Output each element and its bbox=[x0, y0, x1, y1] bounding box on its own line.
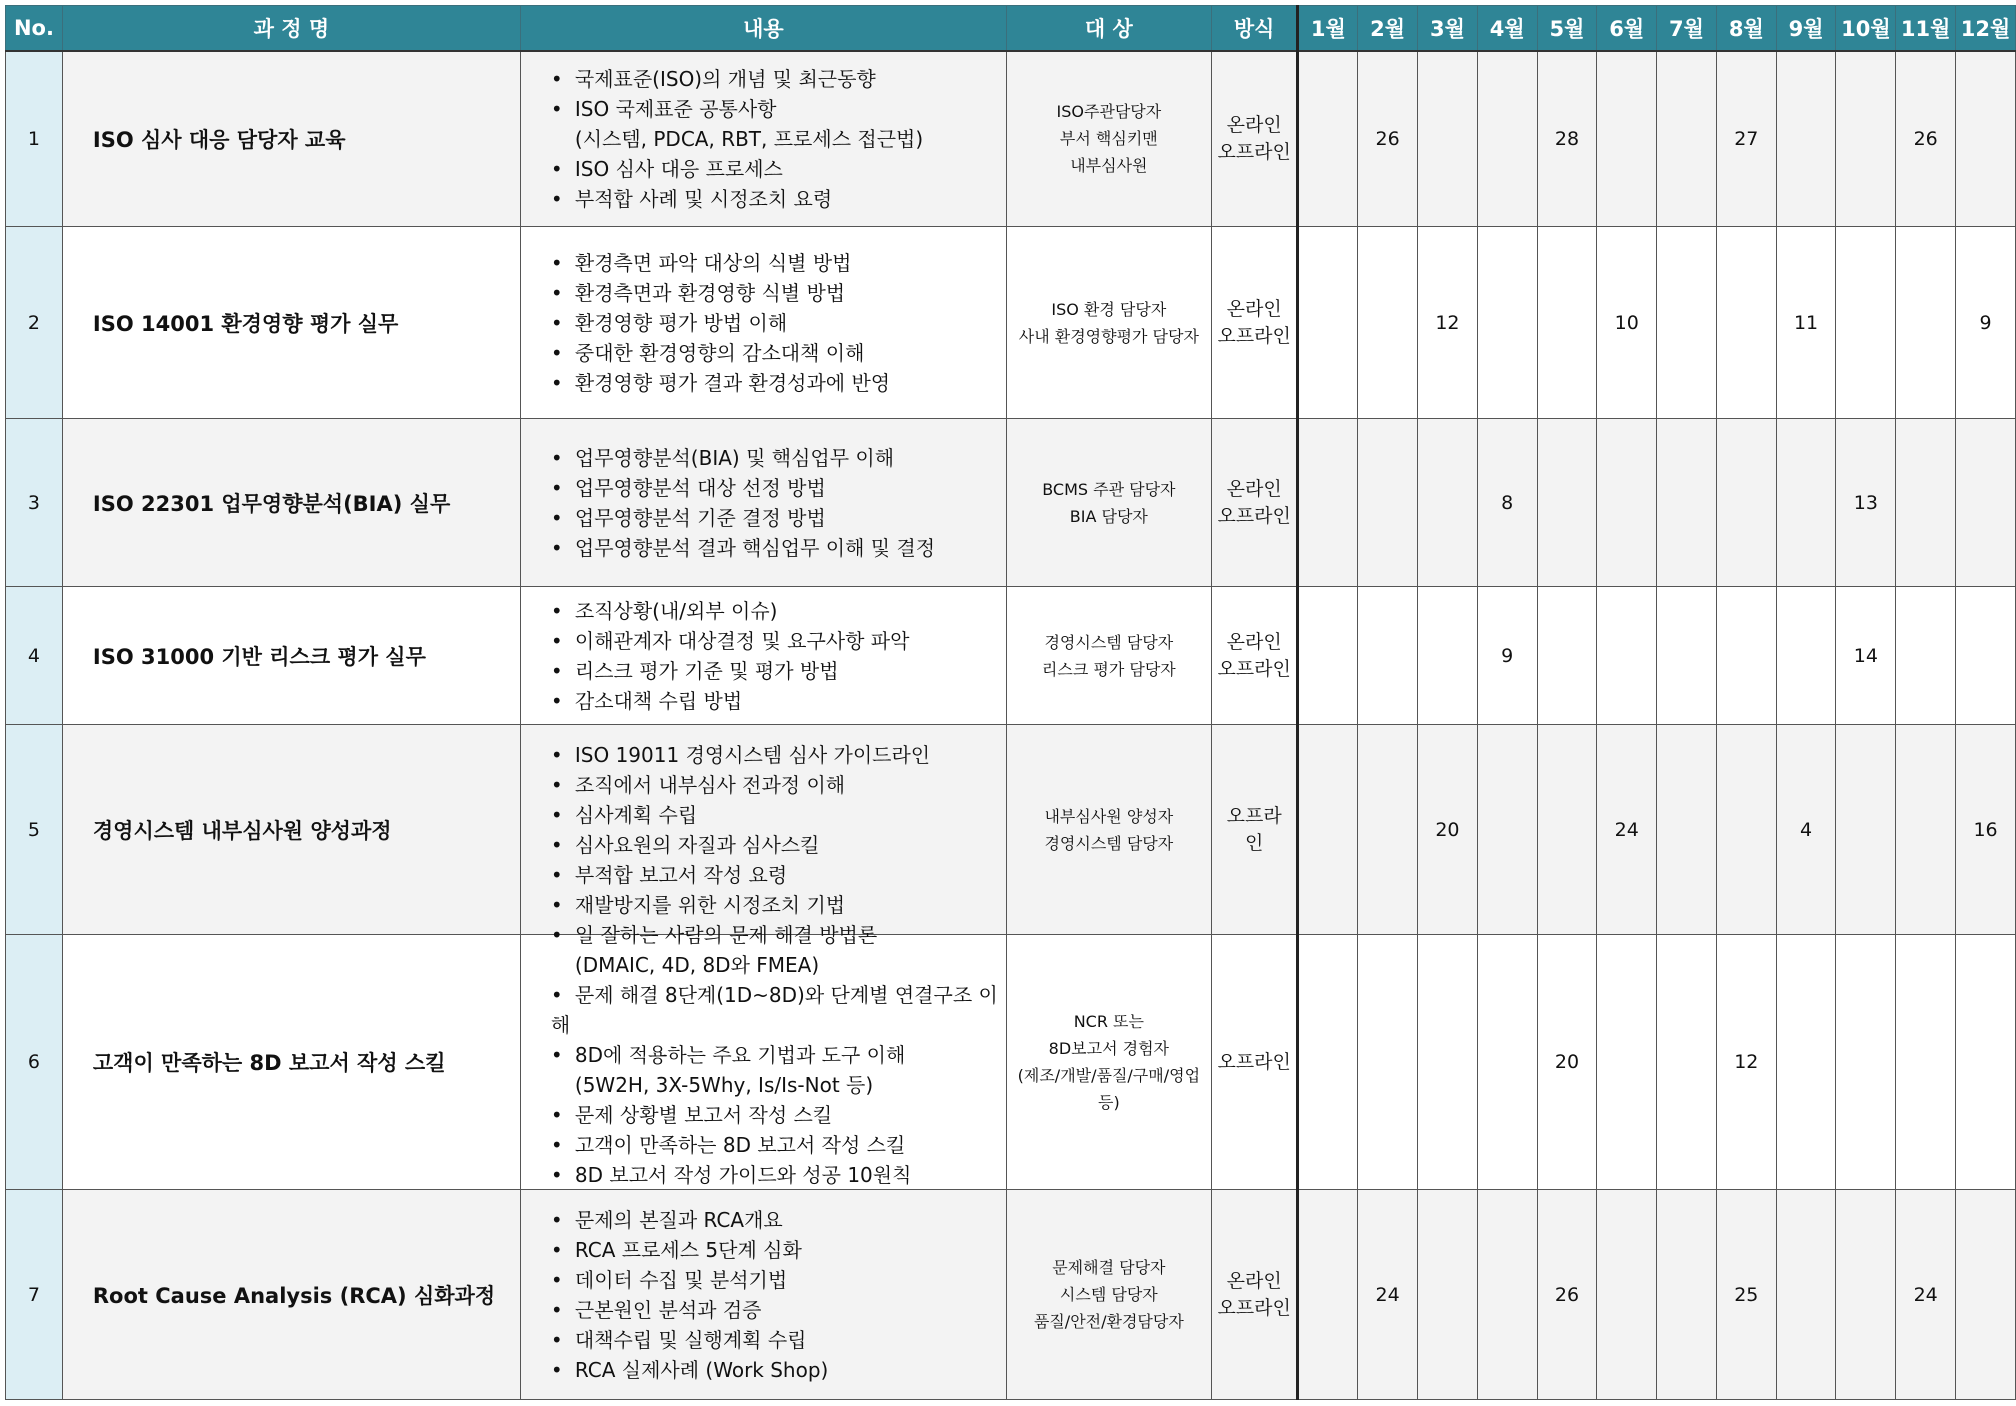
month-cell bbox=[1477, 51, 1537, 227]
content-item: • 업무영향분석 대상 선정 방법 bbox=[550, 475, 826, 500]
content-item: • 재발방지를 위한 시정조치 기법 bbox=[550, 892, 846, 917]
month-cell bbox=[1358, 227, 1418, 419]
row-number: 4 bbox=[6, 587, 63, 725]
month-cell: 24 bbox=[1597, 725, 1657, 935]
month-cell bbox=[1358, 935, 1418, 1190]
month-cell: 9 bbox=[1956, 227, 2016, 419]
month-cell bbox=[1896, 227, 1956, 419]
month-cell bbox=[1597, 587, 1657, 725]
course-name: Root Cause Analysis (RCA) 심화과정 bbox=[62, 1190, 520, 1400]
row-number: 2 bbox=[6, 227, 63, 419]
header-course: 과 정 명 bbox=[62, 6, 520, 51]
course-name: 경영시스템 내부심사원 양성과정 bbox=[62, 725, 520, 935]
month-cell bbox=[1477, 725, 1537, 935]
month-cell bbox=[1836, 935, 1896, 1190]
content-item: • 문제 상황별 보고서 작성 스킬 bbox=[550, 1103, 833, 1127]
content-item: • 조직에서 내부심사 전과정 이해 bbox=[550, 772, 846, 797]
target-audience: 문제해결 담당자 시스템 담당자 품질/안전/환경담당자 bbox=[1006, 1190, 1211, 1400]
month-cell bbox=[1956, 587, 2016, 725]
month-cell bbox=[1418, 587, 1478, 725]
table-row bbox=[6, 419, 2016, 587]
month-cell bbox=[1418, 935, 1478, 1190]
course-name: ISO 14001 환경영향 평가 실무 bbox=[62, 227, 520, 419]
header-row bbox=[6, 6, 2016, 51]
month-cell bbox=[1657, 1190, 1717, 1400]
month-cell bbox=[1537, 227, 1597, 419]
header-target: 대 상 bbox=[1006, 6, 1211, 51]
month-cell: 12 bbox=[1716, 935, 1776, 1190]
course-content bbox=[520, 587, 1006, 725]
month-cell: 24 bbox=[1358, 1190, 1418, 1400]
month-cell bbox=[1477, 227, 1537, 419]
content-item: • 감소대책 수립 방법 bbox=[550, 688, 743, 713]
content-item: • 대책수립 및 실행계획 수립 bbox=[550, 1327, 807, 1352]
header-month: 3월 bbox=[1418, 6, 1478, 51]
month-cell bbox=[1298, 227, 1358, 419]
content-item: • 환경영향 평가 결과 환경성과에 반영 bbox=[550, 370, 891, 395]
target-audience: NCR 또는 8D보고서 경험자 (제조/개발/품질/구매/영업 등) bbox=[1006, 935, 1211, 1190]
month-cell bbox=[1776, 935, 1836, 1190]
month-cell bbox=[1418, 1190, 1478, 1400]
content-item: • 일 잘하는 사람의 문제 해결 방법론 (DMAIC, 4D, 8D와 FMEA) bbox=[550, 923, 878, 977]
content-item: • 부적합 사례 및 시정조치 요령 bbox=[550, 186, 833, 211]
content-item: • ISO 국제표준 공통사항 (시스템, PDCA, RBT, 프로세스 접근법) bbox=[550, 96, 924, 151]
month-cell bbox=[1477, 1190, 1537, 1400]
month-cell bbox=[1776, 419, 1836, 587]
table-row bbox=[6, 1190, 2016, 1400]
content-item: • ISO 19011 경영시스템 심사 가이드라인 bbox=[550, 742, 931, 767]
month-cell bbox=[1418, 419, 1478, 587]
row-number: 7 bbox=[6, 1190, 63, 1400]
delivery-method: 온라인 오프라인 bbox=[1211, 1190, 1298, 1400]
month-cell bbox=[1776, 1190, 1836, 1400]
month-cell bbox=[1298, 1190, 1358, 1400]
row-number: 5 bbox=[6, 725, 63, 935]
month-cell: 20 bbox=[1537, 935, 1597, 1190]
table-row bbox=[6, 587, 2016, 725]
course-name: ISO 22301 업무영향분석(BIA) 실무 bbox=[62, 419, 520, 587]
content-item: • 리스크 평가 기준 및 평가 방법 bbox=[550, 658, 839, 683]
month-cell: 26 bbox=[1896, 51, 1956, 227]
content-item: • 업무영향분석 결과 핵심업무 이해 및 결정 bbox=[550, 535, 936, 560]
month-cell bbox=[1358, 587, 1418, 725]
content-item: • 심사계획 수립 bbox=[550, 802, 698, 827]
month-cell: 26 bbox=[1537, 1190, 1597, 1400]
delivery-method: 오프라 인 bbox=[1211, 725, 1298, 935]
header-month: 5월 bbox=[1537, 6, 1597, 51]
month-cell bbox=[1537, 725, 1597, 935]
month-cell bbox=[1896, 725, 1956, 935]
delivery-method: 온라인 오프라인 bbox=[1211, 419, 1298, 587]
month-cell bbox=[1716, 587, 1776, 725]
content-item: • 업무영향분석 기준 결정 방법 bbox=[550, 505, 826, 530]
content-item: • 고객이 만족하는 8D 보고서 작성 스킬 bbox=[550, 1133, 906, 1157]
month-cell: 25 bbox=[1716, 1190, 1776, 1400]
month-cell bbox=[1716, 227, 1776, 419]
month-cell bbox=[1657, 419, 1717, 587]
header-month: 9월 bbox=[1776, 6, 1836, 51]
table-row bbox=[6, 935, 2016, 1190]
training-schedule-table bbox=[5, 5, 2016, 1400]
month-cell bbox=[1956, 1190, 2016, 1400]
content-item: • 중대한 환경영향의 감소대책 이해 bbox=[550, 340, 865, 365]
course-content bbox=[520, 227, 1006, 419]
row-number: 3 bbox=[6, 419, 63, 587]
month-cell: 8 bbox=[1477, 419, 1537, 587]
header-month: 1월 bbox=[1298, 6, 1358, 51]
course-content bbox=[520, 51, 1006, 227]
month-cell: 13 bbox=[1836, 419, 1896, 587]
content-item: • 조직상황(내/외부 이슈) bbox=[550, 598, 778, 623]
table-row bbox=[6, 725, 2016, 935]
month-cell bbox=[1477, 935, 1537, 1190]
header-no: No. bbox=[6, 6, 63, 51]
month-cell bbox=[1298, 725, 1358, 935]
month-cell bbox=[1358, 419, 1418, 587]
month-cell: 27 bbox=[1716, 51, 1776, 227]
month-cell bbox=[1836, 227, 1896, 419]
month-cell bbox=[1537, 419, 1597, 587]
content-item: • 근본원인 분석과 검증 bbox=[550, 1297, 762, 1322]
header-month: 12월 bbox=[1956, 6, 2016, 51]
month-cell: 16 bbox=[1956, 725, 2016, 935]
content-item: • RCA 프로세스 5단계 심화 bbox=[550, 1237, 802, 1262]
delivery-method: 온라인 오프라인 bbox=[1211, 587, 1298, 725]
target-audience: ISO 환경 담당자 사내 환경영향평가 담당자 bbox=[1006, 227, 1211, 419]
course-content bbox=[520, 419, 1006, 587]
month-cell bbox=[1776, 51, 1836, 227]
month-cell bbox=[1597, 1190, 1657, 1400]
content-item: • 환경측면 파악 대상의 식별 방법 bbox=[550, 250, 852, 275]
month-cell bbox=[1716, 419, 1776, 587]
row-number: 6 bbox=[6, 935, 63, 1190]
month-cell bbox=[1896, 935, 1956, 1190]
header-method: 방식 bbox=[1211, 6, 1298, 51]
header-content: 내용 bbox=[520, 6, 1006, 51]
content-item: • 8D에 적용하는 주요 기법과 도구 이해 (5W2H, 3X-5Why, Is/Is-Not 등) bbox=[550, 1043, 906, 1097]
content-item: • 문제의 본질과 RCA개요 bbox=[550, 1207, 783, 1232]
course-content bbox=[520, 923, 1006, 1190]
content-item: • 심사요원의 자질과 심사스킬 bbox=[550, 832, 820, 857]
content-item: • 이해관계자 대상결정 및 요구사항 파악 bbox=[550, 628, 910, 653]
month-cell: 12 bbox=[1418, 227, 1478, 419]
month-cell bbox=[1657, 587, 1717, 725]
month-cell bbox=[1657, 935, 1717, 1190]
month-cell bbox=[1597, 51, 1657, 227]
month-cell: 20 bbox=[1418, 725, 1478, 935]
delivery-method: 온라인 오프라인 bbox=[1211, 51, 1298, 227]
month-cell bbox=[1836, 725, 1896, 935]
month-cell bbox=[1657, 51, 1717, 227]
month-cell bbox=[1956, 51, 2016, 227]
header-month: 6월 bbox=[1597, 6, 1657, 51]
header-month: 8월 bbox=[1716, 6, 1776, 51]
month-cell: 14 bbox=[1836, 587, 1896, 725]
month-cell bbox=[1836, 1190, 1896, 1400]
target-audience: 경영시스템 담당자 리스크 평가 담당자 bbox=[1006, 587, 1211, 725]
content-item: • ISO 심사 대응 프로세스 bbox=[550, 156, 783, 181]
month-cell bbox=[1716, 725, 1776, 935]
month-cell bbox=[1597, 935, 1657, 1190]
content-item: • 부적합 보고서 작성 요령 bbox=[550, 862, 788, 887]
month-cell bbox=[1657, 725, 1717, 935]
month-cell bbox=[1776, 587, 1836, 725]
month-cell bbox=[1298, 935, 1358, 1190]
month-cell bbox=[1956, 419, 2016, 587]
content-item: • 8D 보고서 작성 가이드와 성공 10원칙 bbox=[550, 1163, 912, 1187]
content-item: • 문제 해결 8단계(1D~8D)와 단계별 연결구조 이 해 bbox=[550, 983, 998, 1037]
month-cell: 26 bbox=[1358, 51, 1418, 227]
header-month: 10월 bbox=[1836, 6, 1896, 51]
month-cell: 9 bbox=[1477, 587, 1537, 725]
month-cell bbox=[1298, 419, 1358, 587]
month-cell: 24 bbox=[1896, 1190, 1956, 1400]
month-cell: 28 bbox=[1537, 51, 1597, 227]
content-item: • 국제표준(ISO)의 개념 및 최근동향 bbox=[550, 66, 876, 91]
month-cell: 4 bbox=[1776, 725, 1836, 935]
month-cell: 11 bbox=[1776, 227, 1836, 419]
course-content bbox=[520, 725, 1006, 935]
content-item: • 환경측면과 환경영향 식별 방법 bbox=[550, 280, 846, 305]
month-cell bbox=[1537, 587, 1597, 725]
month-cell bbox=[1298, 587, 1358, 725]
header-month: 2월 bbox=[1358, 6, 1418, 51]
course-content bbox=[520, 1190, 1006, 1400]
header-month: 11월 bbox=[1896, 6, 1956, 51]
delivery-method: 오프라인 bbox=[1211, 935, 1298, 1190]
content-item: • RCA 실제사례 (Work Shop) bbox=[550, 1357, 829, 1382]
table-row bbox=[6, 227, 2016, 419]
course-name: 고객이 만족하는 8D 보고서 작성 스킬 bbox=[62, 935, 520, 1190]
month-cell bbox=[1956, 935, 2016, 1190]
header-month: 4월 bbox=[1477, 6, 1537, 51]
course-name: ISO 심사 대응 담당자 교육 bbox=[62, 51, 520, 227]
month-cell: 10 bbox=[1597, 227, 1657, 419]
month-cell bbox=[1597, 419, 1657, 587]
month-cell bbox=[1896, 419, 1956, 587]
delivery-method: 온라인 오프라인 bbox=[1211, 227, 1298, 419]
month-cell bbox=[1358, 725, 1418, 935]
month-cell bbox=[1418, 51, 1478, 227]
target-audience: 내부심사원 양성자 경영시스템 담당자 bbox=[1006, 725, 1211, 935]
content-item: • 환경영향 평가 방법 이해 bbox=[550, 310, 788, 335]
month-cell bbox=[1298, 51, 1358, 227]
month-cell bbox=[1657, 227, 1717, 419]
target-audience: BCMS 주관 담당자 BIA 담당자 bbox=[1006, 419, 1211, 587]
row-number: 1 bbox=[6, 51, 63, 227]
table-row bbox=[6, 51, 2016, 227]
content-item: • 업무영향분석(BIA) 및 핵심업무 이해 bbox=[550, 445, 895, 470]
content-item: • 데이터 수집 및 분석기법 bbox=[550, 1267, 788, 1292]
month-cell bbox=[1836, 51, 1896, 227]
course-name: ISO 31000 기반 리스크 평가 실무 bbox=[62, 587, 520, 725]
month-cell bbox=[1896, 587, 1956, 725]
target-audience: ISO주관담당자 부서 핵심키맨 내부심사원 bbox=[1006, 51, 1211, 227]
header-month: 7월 bbox=[1657, 6, 1717, 51]
